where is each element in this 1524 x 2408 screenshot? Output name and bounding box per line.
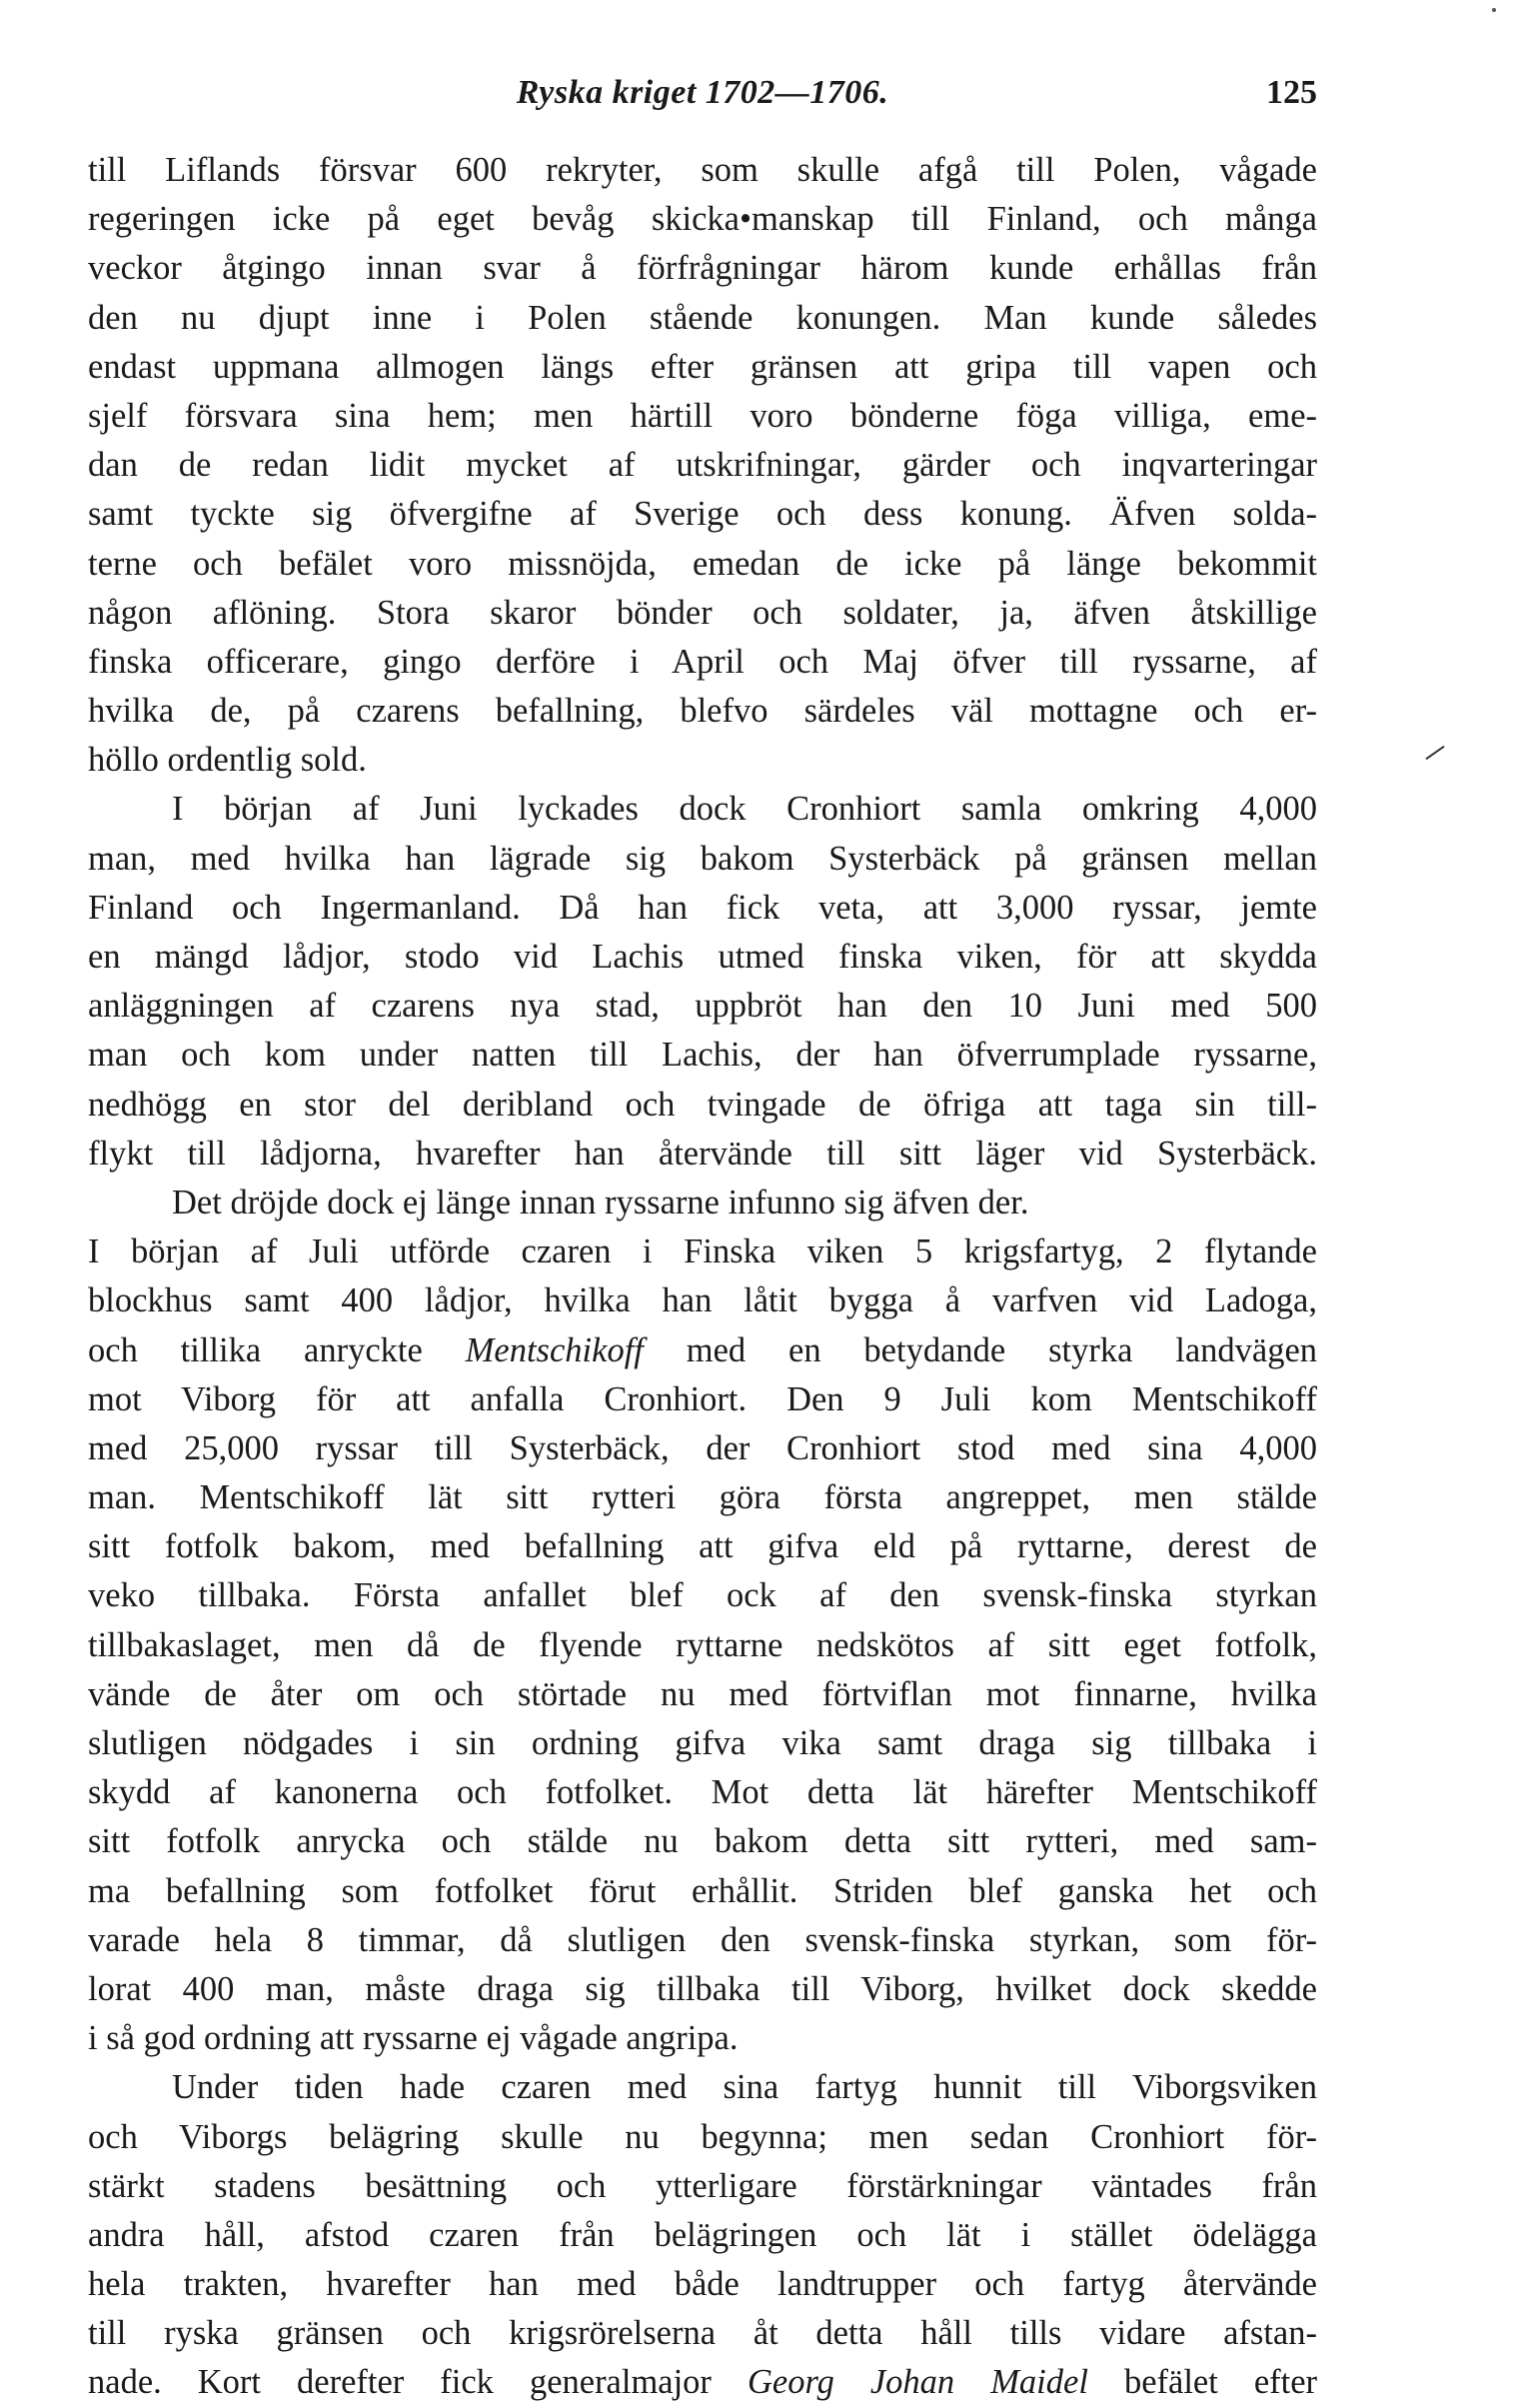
italic-name-mentschikoff: Mentschikoff (465, 1330, 644, 1369)
text-line: andra håll, afstod czaren från belägringen och lät i stället ödelägga (88, 2215, 1317, 2254)
text-line: med 25,000 ryssar till Systerbäck, der Cronhiort stod med sina 4,000 (88, 1428, 1317, 1467)
text-line: Det dröjde dock ej länge innan ryssarne infunno sig äfven der. (172, 1183, 1029, 1221)
body-text (88, 146, 1317, 2408)
text-line: dan de redan lidit mycket af utskrifningar, gärder och inqvarteringar (88, 446, 1317, 485)
text-line: mot Viborg för att anfalla Cronhiort. Den 9 Juli kom Mentschikoff (88, 1379, 1317, 1418)
text-line: anläggningen af czarens nya stad, uppbröt han den 10 Juni med 500 (88, 987, 1317, 1026)
text-line: varade hela 8 timmar, då slutligen den svensk-finska styrkan, som för- (88, 1920, 1317, 1959)
line-end: befälet efter (1123, 2363, 1318, 2402)
text-line: vände de åter om och störtade nu med förtviflan mot finnarne, hvilka (88, 1674, 1317, 1713)
text-line: sjelf försvara sina hem; men härtill voro bönderne föga villiga, eme- (88, 396, 1317, 435)
line-end: med en betydande styrka landvägen (686, 1330, 1318, 1369)
text-line-with-italic (88, 1326, 1317, 1375)
text-line: Under tiden hade czaren med sina fartyg hunnit till Viborgsviken (172, 2068, 1317, 2107)
text-line: I början af Juli utförde czaren i Finska viken 5 krigsfartyg, 2 flytande (88, 1232, 1317, 1271)
text-line: lorat 400 man, måste draga sig tillbaka till Viborg, hvilket dock skedde (88, 1969, 1317, 2008)
text-line: till ryska gränsen och krigsrörelserna åt detta håll tills vidare afstan- (88, 2314, 1317, 2353)
scan-speck (1492, 8, 1496, 12)
text-line: man. Mentschikoff lät sitt rytteri göra första angreppet, men stälde (88, 1478, 1317, 1517)
text-line: den nu djupt inne i Polen stående konungen. Man kunde således (88, 298, 1317, 337)
text-line: endast uppmana allmogen längs efter gränsen att gripa till vapen och (88, 347, 1317, 386)
text-line: I början af Juni lyckades dock Cronhiort samla omkring 4,000 (172, 790, 1317, 829)
text-line: höllo ordentlig sold. (88, 741, 367, 780)
text-line: veko tillbaka. Första anfallet blef ock af den svensk-finska styrkan (88, 1576, 1317, 1615)
text-line: stärkt stadens besättning och ytterligare förstärkningar väntades från (88, 2166, 1317, 2205)
text-line: samt tyckte sig öfvergifne af Sverige och dess konung. Äfven solda- (88, 495, 1317, 534)
text-line: veckor åtgingo innan svar å förfrågningar härom kunde erhållas från (88, 249, 1317, 288)
text-line: och Viborgs belägring skulle nu begynna; men sedan Cronhiort för- (88, 2117, 1317, 2156)
text-line-with-italic (88, 2358, 1317, 2407)
page-header (88, 66, 1317, 126)
line-start: nade. Kort derefter fick generalmajor (88, 2363, 712, 2402)
text-line: någon aflöning. Stora skaror bönder och soldater, ja, äfven åtskillige (88, 593, 1317, 632)
text-line: finska officerare, gingo derföre i April och Maj öfver till ryssarne, af (88, 642, 1317, 681)
running-title: Ryska kriget 1702—1706. (516, 74, 889, 111)
line-start: och tillika anryckte (88, 1330, 423, 1369)
text-line: en mängd lådjor, stodo vid Lachis utmed finska viken, för att skydda (88, 938, 1317, 976)
text-line: Finland och Ingermanland. Då han fick veta, att 3,000 ryssar, jemte (88, 888, 1317, 927)
page-number: 125 (1266, 74, 1317, 111)
italic-name-maidel: Georg Johan Maidel (747, 2363, 1088, 2402)
text-line: flykt till lådjorna, hvarefter han återvände till sitt läger vid Systerbäck. (88, 1134, 1317, 1173)
text-line: ma befallning som fotfolket förut erhållit. Striden blef ganska het och (88, 1871, 1317, 1910)
text-line: hela trakten, hvarefter han med både landtrupper och fartyg återvände (88, 2265, 1317, 2304)
text-line: hvilka de, på czarens befallning, blefvo särdeles väl mottagne och er- (88, 692, 1317, 731)
text-line: slutligen nödgades i sin ordning gifva vika samt draga sig tillbaka i (88, 1724, 1317, 1762)
text-line: man, med hvilka han lägrade sig bakom Systerbäck på gränsen mellan (88, 839, 1317, 878)
text-line: sitt fotfolk anrycka och stälde nu bakom detta sitt rytteri, med sam- (88, 1822, 1317, 1861)
text-line: blockhus samt 400 lådjor, hvilka han låtit bygga å varfven vid Ladoga, (88, 1281, 1317, 1320)
text-line: skydd af kanonerna och fotfolket. Mot detta lät härefter Mentschikoff (88, 1773, 1317, 1812)
text-line: sitt fotfolk bakom, med befallning att gifva eld på ryttarne, derest de (88, 1527, 1317, 1566)
text-line: i så god ordning att ryssarne ej vågade angripa. (88, 2019, 739, 2058)
margin-pencil-mark (1425, 746, 1444, 760)
text-line: nedhögg en stor del deribland och tvingade de öfriga att taga sin till- (88, 1085, 1317, 1124)
text-line: till Liflands försvar 600 rekryter, som skulle afgå till Polen, vågade (88, 151, 1317, 189)
text-line: man och kom under natten till Lachis, der han öfverrumplade ryssarne, (88, 1036, 1317, 1075)
text-line: terne och befälet voro missnöjda, emedan de icke på länge bekommit (88, 544, 1317, 583)
text-line: regeringen icke på eget bevåg skicka•manskap till Finland, och många (88, 200, 1317, 239)
text-line: tillbakaslaget, men då de flyende ryttarne nedskötos af sitt eget fotfolk, (88, 1625, 1317, 1664)
